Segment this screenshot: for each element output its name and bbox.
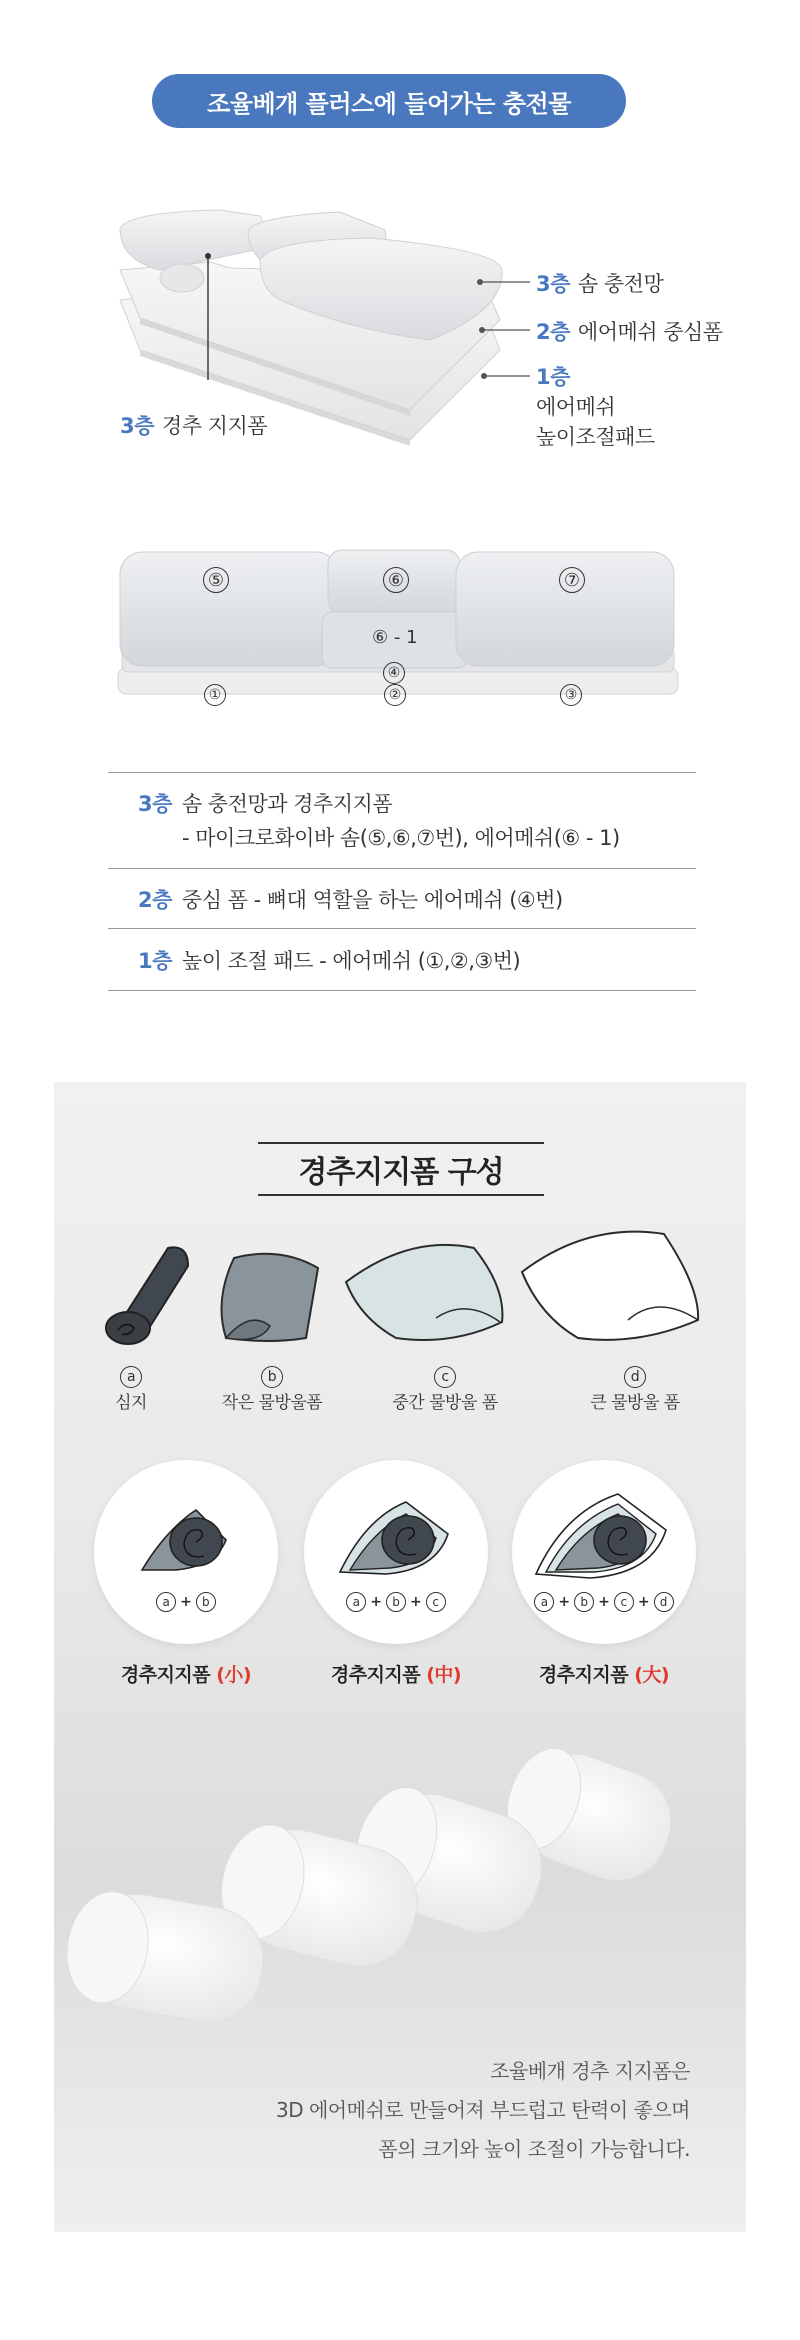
size-large-circle [512, 1460, 696, 1644]
label-layer1: 1층 에어메쉬 높이조절패드 [536, 365, 655, 449]
part-6: ⑥ [383, 567, 409, 593]
layer-table [108, 772, 696, 991]
part-1: ① [204, 684, 226, 706]
foam-medium-drop-c [340, 1238, 510, 1348]
label-layer3-top: 3층 솜 충전망 [536, 272, 664, 296]
foam-description: 조율베개 경추 지지폼은 3D 에어메쉬로 만들어져 부드럽고 탄력이 좋으며 폼의 크기와 높이 조절이 가능합니다. [276, 2059, 690, 2161]
size-small-circle [94, 1460, 278, 1644]
foam-item-b: b 작은 물방울폼 [212, 1366, 332, 1413]
combo-small: a + b [94, 1592, 278, 1612]
foam-item-a: a 심지 [96, 1366, 166, 1413]
table-row: 1층 높이 조절 패드 - 에어메쉬 (①,②,③번) [108, 929, 696, 991]
table-row: 2층 중심 폼 - 뼈대 역할을 하는 에어메쉬 (④번) [108, 869, 696, 929]
size-small-caption: 경추지지폼 (小) [120, 1664, 252, 1686]
roll-medium-icon [336, 1494, 456, 1584]
part-5: ⑤ [203, 567, 229, 593]
label-layer2: 2층 에어메쉬 중심폼 [536, 320, 723, 344]
part-4: ④ [383, 662, 405, 684]
foam-small-drop-b [210, 1240, 330, 1350]
leader-lines [0, 0, 800, 460]
roll-large-icon [534, 1490, 674, 1586]
rolled-foams-photo [54, 1700, 746, 2070]
part-2: ② [384, 684, 406, 706]
foam-item-c: c 중간 물방울 폼 [380, 1366, 510, 1413]
letter-a-icon: a [120, 1366, 142, 1388]
part-7: ⑦ [559, 567, 585, 593]
size-large-caption: 경추지지폼 (大) [538, 1664, 670, 1686]
foam-item-d: d 큰 물방울 폼 [570, 1366, 700, 1413]
letter-d-icon: d [624, 1366, 646, 1388]
letter-b-icon: b [261, 1366, 283, 1388]
letter-c-icon: c [434, 1366, 456, 1388]
combo-medium: a + b + c [304, 1592, 488, 1612]
foam-core-a [96, 1238, 196, 1348]
foam-large-drop-d [518, 1228, 702, 1348]
page-title: 조율베개 플러스에 들어가는 충전물 [152, 74, 626, 128]
roll-small-icon [136, 1500, 236, 1580]
part-6-1: ⑥ - 1 [372, 627, 418, 648]
size-medium-circle [304, 1460, 488, 1644]
table-row: 3층 솜 충전망과 경추지지폼 - 마이크로화이바 솜(⑤,⑥,⑦번), 에어메쉬(⑥ - 1) [108, 773, 696, 869]
label-layer3-left: 3층 경추 지지폼 [120, 414, 268, 438]
part-3: ③ [560, 684, 582, 706]
foam-section-title: 경추지지폼 구성 [258, 1142, 544, 1196]
combo-large: a + b + c + d [512, 1592, 696, 1612]
size-medium-caption: 경추지지폼 (中) [330, 1664, 462, 1686]
